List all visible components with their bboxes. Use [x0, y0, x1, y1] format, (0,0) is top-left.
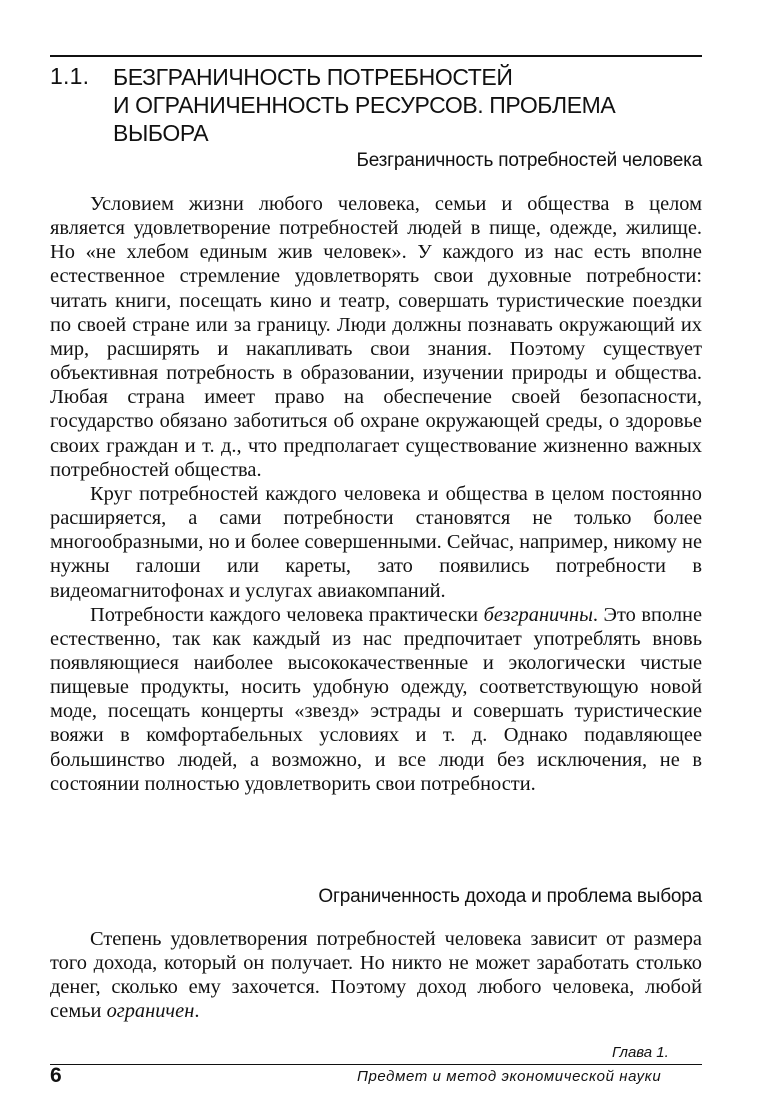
paragraph-text: Степень удовлетворения потребностей человека зависит от размера того дохода, который он получает. Но никто не может заработать столько денег, сколько ему захочется. Поэтому доход любого человека, любой семьи — [50, 928, 702, 1023]
paragraph-text: Потребности каждого человека практически — [90, 603, 484, 626]
section-number: 1.1. — [50, 63, 90, 89]
section-title-line-1: БЕЗГРАНИЧНОСТЬ ПОТРЕБНОСТЕЙ — [113, 64, 513, 90]
page-number: 6 — [50, 1064, 62, 1087]
running-footer-title: Предмет и метод экономической науки — [357, 1068, 662, 1085]
paragraph: Круг потребностей каждого человека и общества в целом постоянно расширяется, а сами потребности становятся не только более многообразными, но и более совершенными. Сейчас, например, никому не нужны галоши или кареты, зато появились потребности в видеомагнитофонах и услугах авиакомпаний. — [50, 482, 702, 602]
section2-body — [50, 927, 702, 1024]
paragraph-text: . Это вполне естественно, так как каждый из нас предпочитает употреблять вновь появляющиеся наиболее высококачественные и экологически чистые пищевые продукты, носить удобную одежду, соответствующую новой моде, посещать концерты «звезд» эстрады и совершать туристические вояжи в комфортабельных условиях и т. д. Однако подавляющее большинство людей, а возможно, и все люди без исключения, не в состоянии полностью удовлетворить свои потребности. — [50, 603, 702, 795]
section-title — [113, 63, 713, 147]
top-rule — [50, 55, 702, 57]
subheading-income: Ограниченность дохода и проблема выбора — [318, 886, 702, 907]
subheading-needs: Безграничность потребностей человека — [356, 150, 702, 171]
emphasis-term: безграничны — [483, 603, 593, 626]
footer-rule — [50, 1064, 702, 1065]
emphasis-term: ограничен — [106, 1000, 195, 1023]
section1-body — [50, 192, 702, 796]
paragraph-text: . — [194, 1000, 200, 1023]
paragraph — [50, 603, 702, 796]
paragraph: Условием жизни любого человека, семьи и общества в целом является удовлетворение потребностей людей в пище, одежде, жилище. Но «не хлебом единым жив человек». У каждого из нас есть вполне естественное стремление удовлетворять свои духовные потребности: читать книги, посещать кино и театр, совершать туристические поездки по своей стране или за границу. Люди должны познавать окружающий их мир, расширять и накапливать свои знания. Поэтому существует объективная потребность в образовании, изучении природы и общества. Любая страна имеет право на обеспечение своей безопасности, государство обязано заботиться об охране окружающей среды, о здоровье своих граждан и т. д., что предполагает существование жизненно важных потребностей общества. — [50, 193, 702, 481]
running-footer-chapter: Глава 1. — [612, 1044, 669, 1061]
section-title-line-2: И ОГРАНИЧЕННОСТЬ РЕСУРСОВ. ПРОБЛЕМА ВЫБОРА — [113, 92, 616, 146]
paragraph — [50, 927, 702, 1024]
